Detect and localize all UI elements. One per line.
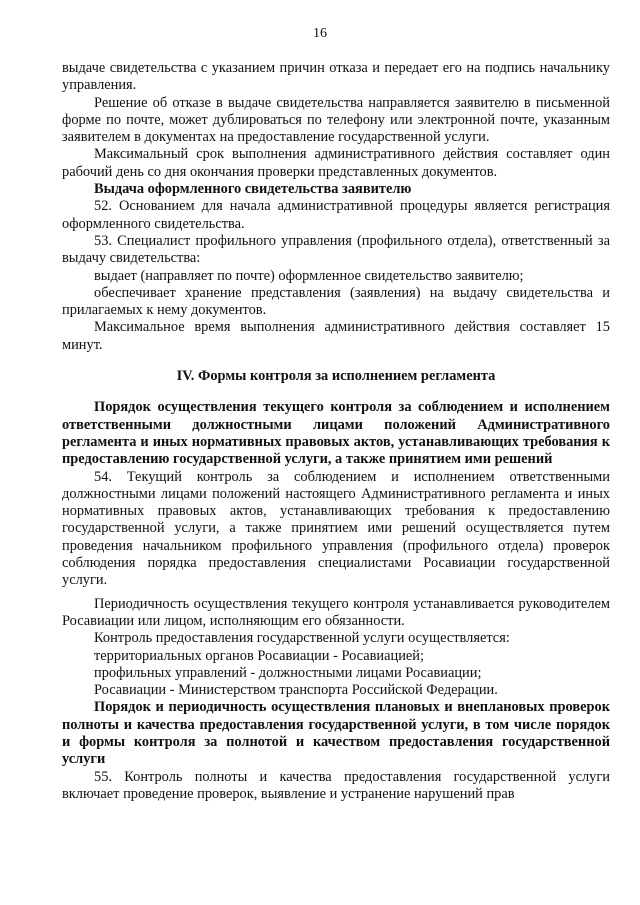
paragraph-item-54: 54. Текущий контроль за соблюдением и исполнением ответственными должностными лицами положений настоящего Административного регламента и иных нормативных правовых актов, устанавливающих требования к предоставлению государственной услуги, а также принятием ими решений осуществляется путем проведения начальником профильного управления (профильного отдела) проверок соблюдения порядка предоставления специалистами Росавиации государственной услуги.: [62, 468, 610, 589]
list-item: Росавиации - Министерством транспорта Российской Федерации.: [94, 682, 498, 699]
paragraph: Максимальное время выполнения административного действия составляет 15 минут.: [62, 319, 610, 353]
paragraph: Контроль предоставления государственной услуги осуществляется:: [94, 630, 510, 647]
paragraph: Максимальный срок выполнения административного действия составляет один рабочий день со дня окончания проверки представленных документов.: [62, 146, 610, 180]
list-item: выдает (направляет по почте) оформленное свидетельство заявителю;: [94, 267, 524, 284]
paragraph: Решение об отказе в выдаче свидетельства направляется заявителю в письменной форме по почте, может дублироваться по телефону или электронной почте, указанным заявителем в документах на предоставление государственной услуги.: [62, 94, 610, 146]
page-body: [62, 60, 610, 803]
paragraph-item-53: 53. Специалист профильного управления (профильного отдела), ответственный за выдачу свидетельства:: [62, 232, 610, 267]
list-item: профильных управлений - должностными лицами Росавиации;: [94, 664, 482, 681]
list-item: территориальных органов Росавиации - Росавиацией;: [94, 647, 424, 664]
paragraph: Периодичность осуществления текущего контроля устанавливается руководителем Росавиации или лицом, исполняющим его обязанности.: [62, 595, 610, 629]
list-item: обеспечивает хранение представления (заявления) на выдачу свидетельства и прилагаемых к нему документов.: [62, 284, 610, 319]
paragraph: выдаче свидетельства с указанием причин отказа и передает его на подпись начальнику управления.: [62, 60, 610, 94]
paragraph-item-55: 55. Контроль полноты и качества предоставления государственной услуги включает проведение проверок, выявление и устранение нарушений прав: [62, 768, 610, 802]
section-heading: Порядок и периодичность осуществления плановых и внеплановых проверок полноты и качества предоставления государственной услуги, в том числе порядок и формы контроля за полнотой и качеством предоставления государственной услуги: [62, 699, 610, 768]
page-number: 16: [313, 26, 327, 41]
section-heading: Порядок осуществления текущего контроля за соблюдением и исполнением ответственными должностными лицами положений Административного регламента и иных нормативных правовых актов, устанавливающих требования к предоставлению государственной услуги, а также принятием ими решений: [62, 399, 610, 468]
chapter-heading: IV. Формы контроля за исполнением регламента: [176, 368, 496, 385]
paragraph-item-52: 52. Основанием для начала административной процедуры является регистрация оформленного свидетельства.: [62, 198, 610, 232]
section-heading: Выдача оформленного свидетельства заявителю: [94, 181, 412, 198]
